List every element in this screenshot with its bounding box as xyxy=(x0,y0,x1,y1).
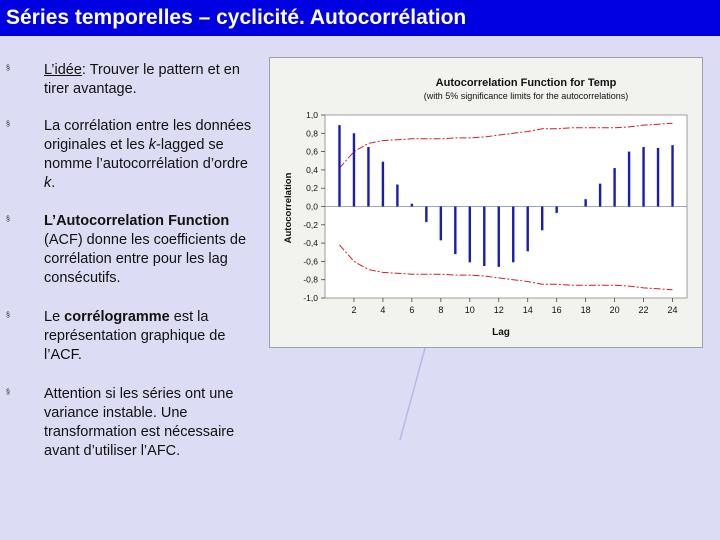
bullet-part: . xyxy=(51,175,56,191)
bullet-lead: L’Autocorrelation Function xyxy=(44,213,230,229)
chart-subtitle: (with 5% significance limits for the autocorrelations) xyxy=(423,91,629,101)
y-tick-label: -1,0 xyxy=(303,293,318,303)
x-tick-label: 6 xyxy=(409,305,415,315)
bullet-lead: corrélogramme xyxy=(64,309,170,325)
y-tick-label: -0,2 xyxy=(303,219,318,230)
y-tick-label: 0,8 xyxy=(306,128,318,139)
bullet-marker-icon: § xyxy=(6,121,10,128)
bullet-part: Le xyxy=(44,309,65,325)
y-tick-label: -0,6 xyxy=(303,256,318,267)
y-tick-label: 0,0 xyxy=(306,201,318,212)
slide-title: Séries temporelles – cyclicité. Autocorrélation xyxy=(6,6,467,29)
chart-x-axis-label: Lag xyxy=(492,327,510,338)
x-tick-label: 4 xyxy=(380,305,386,315)
bullet-rest: (ACF) donne les coefficients de corrélation entre pour les lag consécutifs. xyxy=(44,232,247,286)
decorative-stroke xyxy=(400,348,425,440)
x-tick-label: 18 xyxy=(580,305,591,315)
x-tick-label: 2 xyxy=(351,305,357,315)
x-tick-label: 8 xyxy=(438,305,444,315)
bullet-marker-icon: § xyxy=(6,216,10,223)
y-tick-label: 0,2 xyxy=(306,183,318,194)
bullet-marker-icon: § xyxy=(6,389,10,396)
x-tick-label: 22 xyxy=(638,305,649,315)
x-tick-label: 10 xyxy=(464,305,475,315)
bullet-rest: : Trouver le pattern et en tirer avantage. xyxy=(44,62,240,97)
chart-y-axis-label: Autocorrelation xyxy=(283,172,294,244)
x-tick-label: 20 xyxy=(609,305,620,315)
bullet-italic-k: k xyxy=(148,137,157,153)
y-tick-label: 0,4 xyxy=(306,164,318,175)
bullet-marker-icon: § xyxy=(6,312,10,319)
bullet-italic-k: k xyxy=(44,175,52,191)
y-tick-label: 0,6 xyxy=(306,146,318,157)
x-tick-label: 16 xyxy=(551,305,562,315)
bullet-text: Attention si les séries ont une variance instable. Une transformation est nécessaire avant d’utiliser l’AFC. xyxy=(44,386,235,459)
bullet-part: La corrélation entre les données originales et les xyxy=(44,118,252,153)
chart-title: Autocorrelation Function for Temp xyxy=(435,77,617,89)
bullet-marker-icon: § xyxy=(6,65,10,72)
x-tick-label: 12 xyxy=(493,305,504,315)
x-tick-label: 14 xyxy=(522,305,533,315)
y-tick-label: 1,0 xyxy=(306,110,318,120)
y-tick-label: -0,8 xyxy=(303,274,318,285)
x-tick-label: 24 xyxy=(667,305,678,315)
y-tick-label: -0,4 xyxy=(303,238,318,249)
bullet-part: -lagged se nomme l’autocorrélation d’ordre xyxy=(44,137,248,172)
bullet-rest: est la représentation graphique de l’ACF. xyxy=(44,309,226,363)
bullet-lead: L’idée xyxy=(44,62,82,78)
